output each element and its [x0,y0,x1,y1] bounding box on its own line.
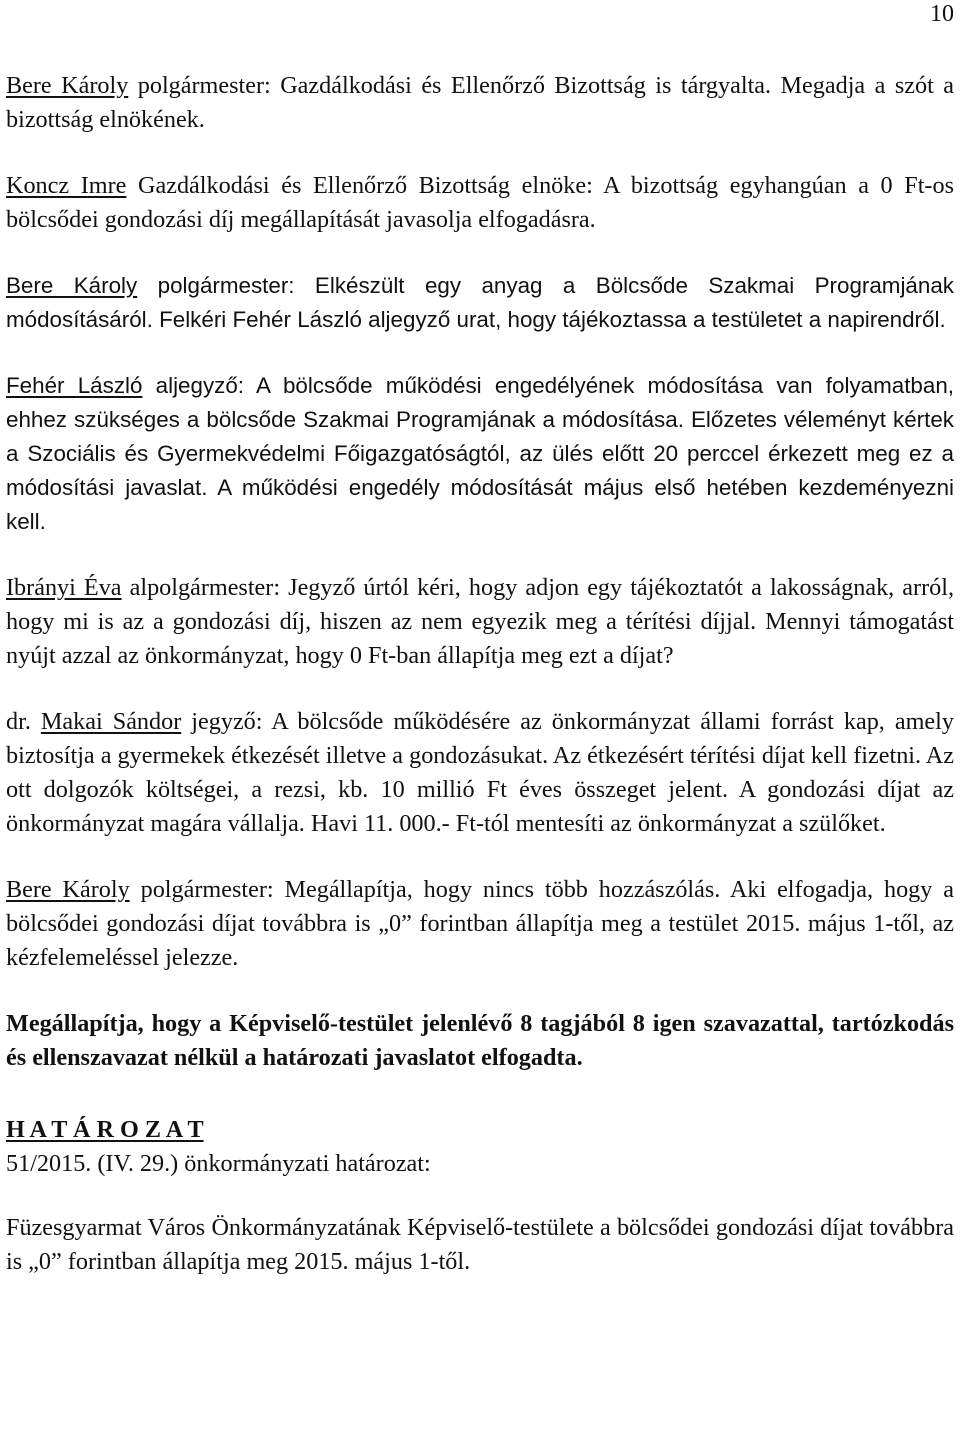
paragraph-bere-1 [6,69,954,137]
paragraph-text: aljegyző: A bölcsőde működési engedélyének módosítása van folyamatban, ehhez szükséges a bölcsőde Szakmai Programjának a módosítása. Előzetes véleményt kértek a Szociális és Gyermekvédelmi Főigazgatóságtól, az ülés előtt 20 perccel érkezett meg ez a módosítási javaslat. A működési engedély módosítását május első hetében kezdeményezni kell. [6,373,954,534]
speaker-name: Fehér László [6,373,143,398]
paragraph-koncz [6,169,954,237]
resolution-heading: H A T Á R O Z A T [6,1116,204,1143]
paragraph-text: alpolgármester: Jegyző úrtól kéri, hogy adjon egy tájékoztatót a lakosságnak, arról, hogy mi is az a gondozási díj, hiszen az nem egyezik meg a térítési díjjal. Mennyi támogatást nyújt azzal az önkormányzat, hogy 0 Ft-ban állapítja meg ezt a díjat? [6,574,954,669]
paragraph-text: polgármester: Elkészült egy anyag a Bölcsőde Szakmai Programjának módosításáról. Felkéri Fehér László aljegyző urat, hogy tájékoztassa a testületet a napirendről. [6,273,954,332]
speaker-prefix: dr. [6,708,41,735]
speaker-name: Makai Sándor [40,708,182,735]
vote-result: Megállapítja, hogy a Képviselő-testület jelenlévő 8 tagjából 8 igen szavazattal, tartózkodás és ellenszavazat nélkül a határozati javaslatot elfogadta. [6,1010,954,1071]
resolution-number: 51/2015. (IV. 29.) önkormányzati határozat: [6,1150,431,1177]
speaker-name: Bere Károly [6,876,130,903]
paragraph-text: jegyző: A bölcsőde működésére az önkormányzat állami forrást kap, amely biztosítja a gyermekek étkezését illetve a gondozásukat. Az étkezésért térítési díjat kell fizetni. Az ott dolgozók költségei, a rezsi, kb. 10 millió Ft éves összeget jelent. A gondozási díjat az önkormányzat magára vállalja. Havi 11. 000.- Ft-tól mentesíti az önkormányzat a szülőket. [6,708,954,837]
page-number: 10 [930,1,954,27]
paragraph-feher [6,369,954,539]
speaker-name: Koncz Imre [6,172,127,199]
paragraph-text: polgármester: Megállapítja, hogy nincs több hozzászólás. Aki elfogadja, hogy a bölcsődei gondozási díjat továbbra is „0” forintban állapítja meg a testület 2015. május 1-től, az kézfelemeléssel jelezze. [6,876,954,971]
paragraph-bere-3 [6,873,954,975]
resolution-text: Füzesgyarmat Város Önkormányzatának Képviselő-testülete a bölcsődei gondozási díjat továbbra is „0” forintban állapítja meg 2015. május 1-től. [6,1214,954,1275]
speaker-name: Ibrányi Éva [6,574,122,601]
paragraph-bere-2 [6,269,954,337]
speaker-name: Bere Károly [6,72,129,99]
paragraph-text: Gazdálkodási és Ellenőrző Bizottság elnöke: A bizottság egyhangúan a 0 Ft-os bölcsődei gondozási díj megállapítását javasolja elfogadásra. [6,172,954,233]
minutes-body [6,69,954,1311]
speaker-name: Bere Károly [6,273,138,298]
resolution-header [6,1113,954,1181]
paragraph-text: polgármester: Gazdálkodási és Ellenőrző Bizottság is tárgyalta. Megadja a szót a bizottság elnökének. [6,72,955,133]
paragraph-makai [6,705,954,841]
paragraph-ibranyi [6,571,954,673]
